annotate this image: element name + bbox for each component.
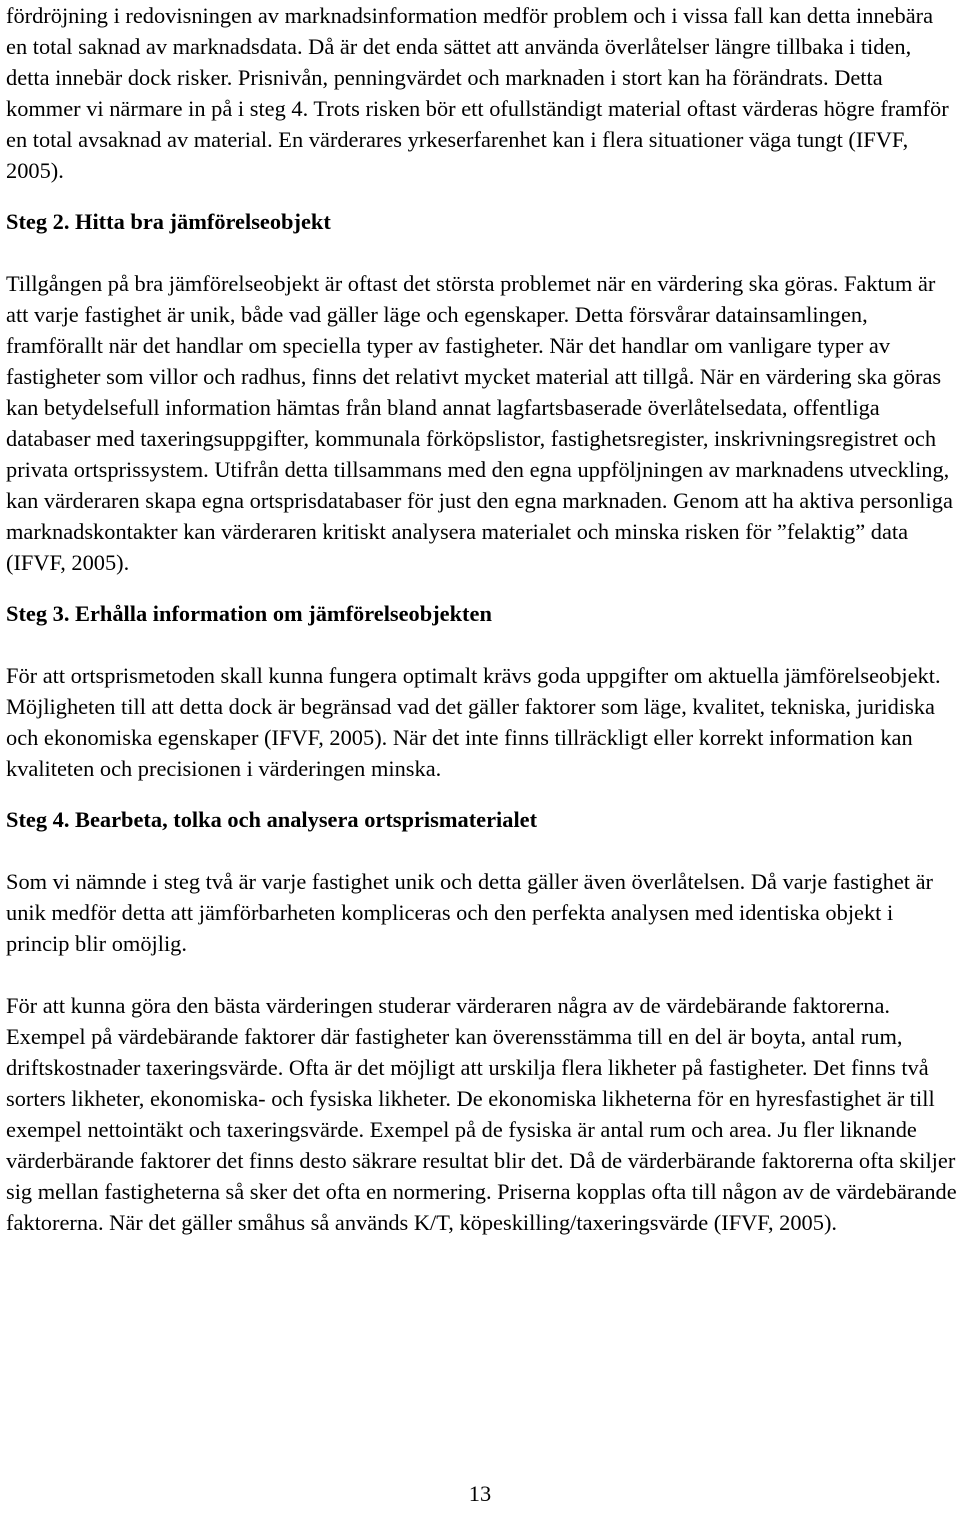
- spacer: [6, 237, 958, 268]
- spacer: [6, 629, 958, 660]
- page-number: 13: [468, 1481, 492, 1506]
- section-heading-steg-3: Steg 3. Erhålla information om jämförelseobjekten: [6, 601, 492, 626]
- section-steg-3-paragraph: För att ortsprismetoden skall kunna fungera optimalt krävs goda uppgifter om aktuella jämförelseobjekt. Möjligheten till att detta dock är begränsad vad det gäller faktorer som läge, kvalitet, tekniska, juridiska och ekonomiska egenskaper (IFVF, 2005). När det inte finns tillräckligt eller korrekt information kan kvaliteten och precisionen i värderingen minska.: [6, 663, 941, 781]
- section-heading-steg-4: Steg 4. Bearbeta, tolka och analysera ortsprismaterialet: [6, 807, 538, 832]
- document-page: [6, 0, 958, 1238]
- section-steg-4-paragraph-1: Som vi nämnde i steg två är varje fastighet unik och detta gäller även överlåtelsen. Då varje fastighet är unik medför detta att jämförbarheten kompliceras och den perfekta analysen med identiska objekt i princip blir omöjlig.: [6, 869, 934, 956]
- spacer: [6, 835, 958, 866]
- spacer: [6, 186, 958, 206]
- section-heading-steg-2: Steg 2. Hitta bra jämförelseobjekt: [6, 209, 331, 234]
- spacer: [6, 959, 958, 990]
- section-steg-2-paragraph: Tillgången på bra jämförelseobjekt är oftast det största problemet när en värdering ska göras. Faktum är att varje fastighet är unik, både vad gäller läge och egenskaper. Detta försvårar datainsamlingen, framförallt när det handlar om speciella typer av fastigheter. När det handlar om vanligare typer av fastigheter som villor och radhus, finns det relativt mycket material att tillgå. När en värdering ska göras kan betydelsefull information hämtas från bland annat lagfartsbaserade överlåtelsedata, offentliga databaser med taxeringsuppgifter, kommunala förköpslistor, fastighetsregister, inskrivningsregistret och privata ortsprissystem. Utifrån detta tillsammans med den egna uppföljningen av marknadens utveckling, kan värderaren skapa egna ortsprisdatabaser för just den egna marknaden. Genom att ha aktiva personliga marknadskontakter kan värderaren kritiskt analysera materialet och minska risken för ”felaktig” data (IFVF, 2005).: [6, 271, 953, 575]
- spacer: [6, 578, 958, 598]
- intro-paragraph: fördröjning i redovisningen av marknadsinformation medför problem och i vissa fall kan detta innebära en total saknad av marknadsdata. Då är det enda sättet att använda överlåtelser längre tillbaka i tiden, detta innebär dock risker. Prisnivån, penningvärdet och marknaden i stort kan ha förändrats. Detta kommer vi närmare in på i steg 4. Trots risken bör ett ofullständigt material oftast värderas högre framför en total avsaknad av material. En värderares yrkeserfarenhet kan i flera situationer väga tungt (IFVF, 2005).: [6, 3, 949, 183]
- spacer: [6, 784, 958, 804]
- section-steg-4-paragraph-2: För att kunna göra den bästa värderingen studerar värderaren några av de värdebärande faktorerna. Exempel på värdebärande faktorer där fastigheter kan överensstämma till en del är boyta, antal rum, driftskostnader taxeringsvärde. Ofta är det möjligt att urskilja flera likheter på fastigheter. Det finns två sorters likheter, ekonomiska- och fysiska likheter. De ekonomiska likheterna för en hyresfastighet är till exempel nettointäkt och taxeringsvärde. Exempel på de fysiska är antal rum och area. Ju fler liknande värderbärande faktorer det finns desto säkrare resultat blir det. Då de värderbärande faktorerna ofta skiljer sig mellan fastigheterna så sker det ofta en normering. Priserna kopplas ofta till någon av de värdebärande faktorerna. När det gäller småhus så används K/T, köpeskilling/taxeringsvärde (IFVF, 2005).: [6, 993, 957, 1235]
